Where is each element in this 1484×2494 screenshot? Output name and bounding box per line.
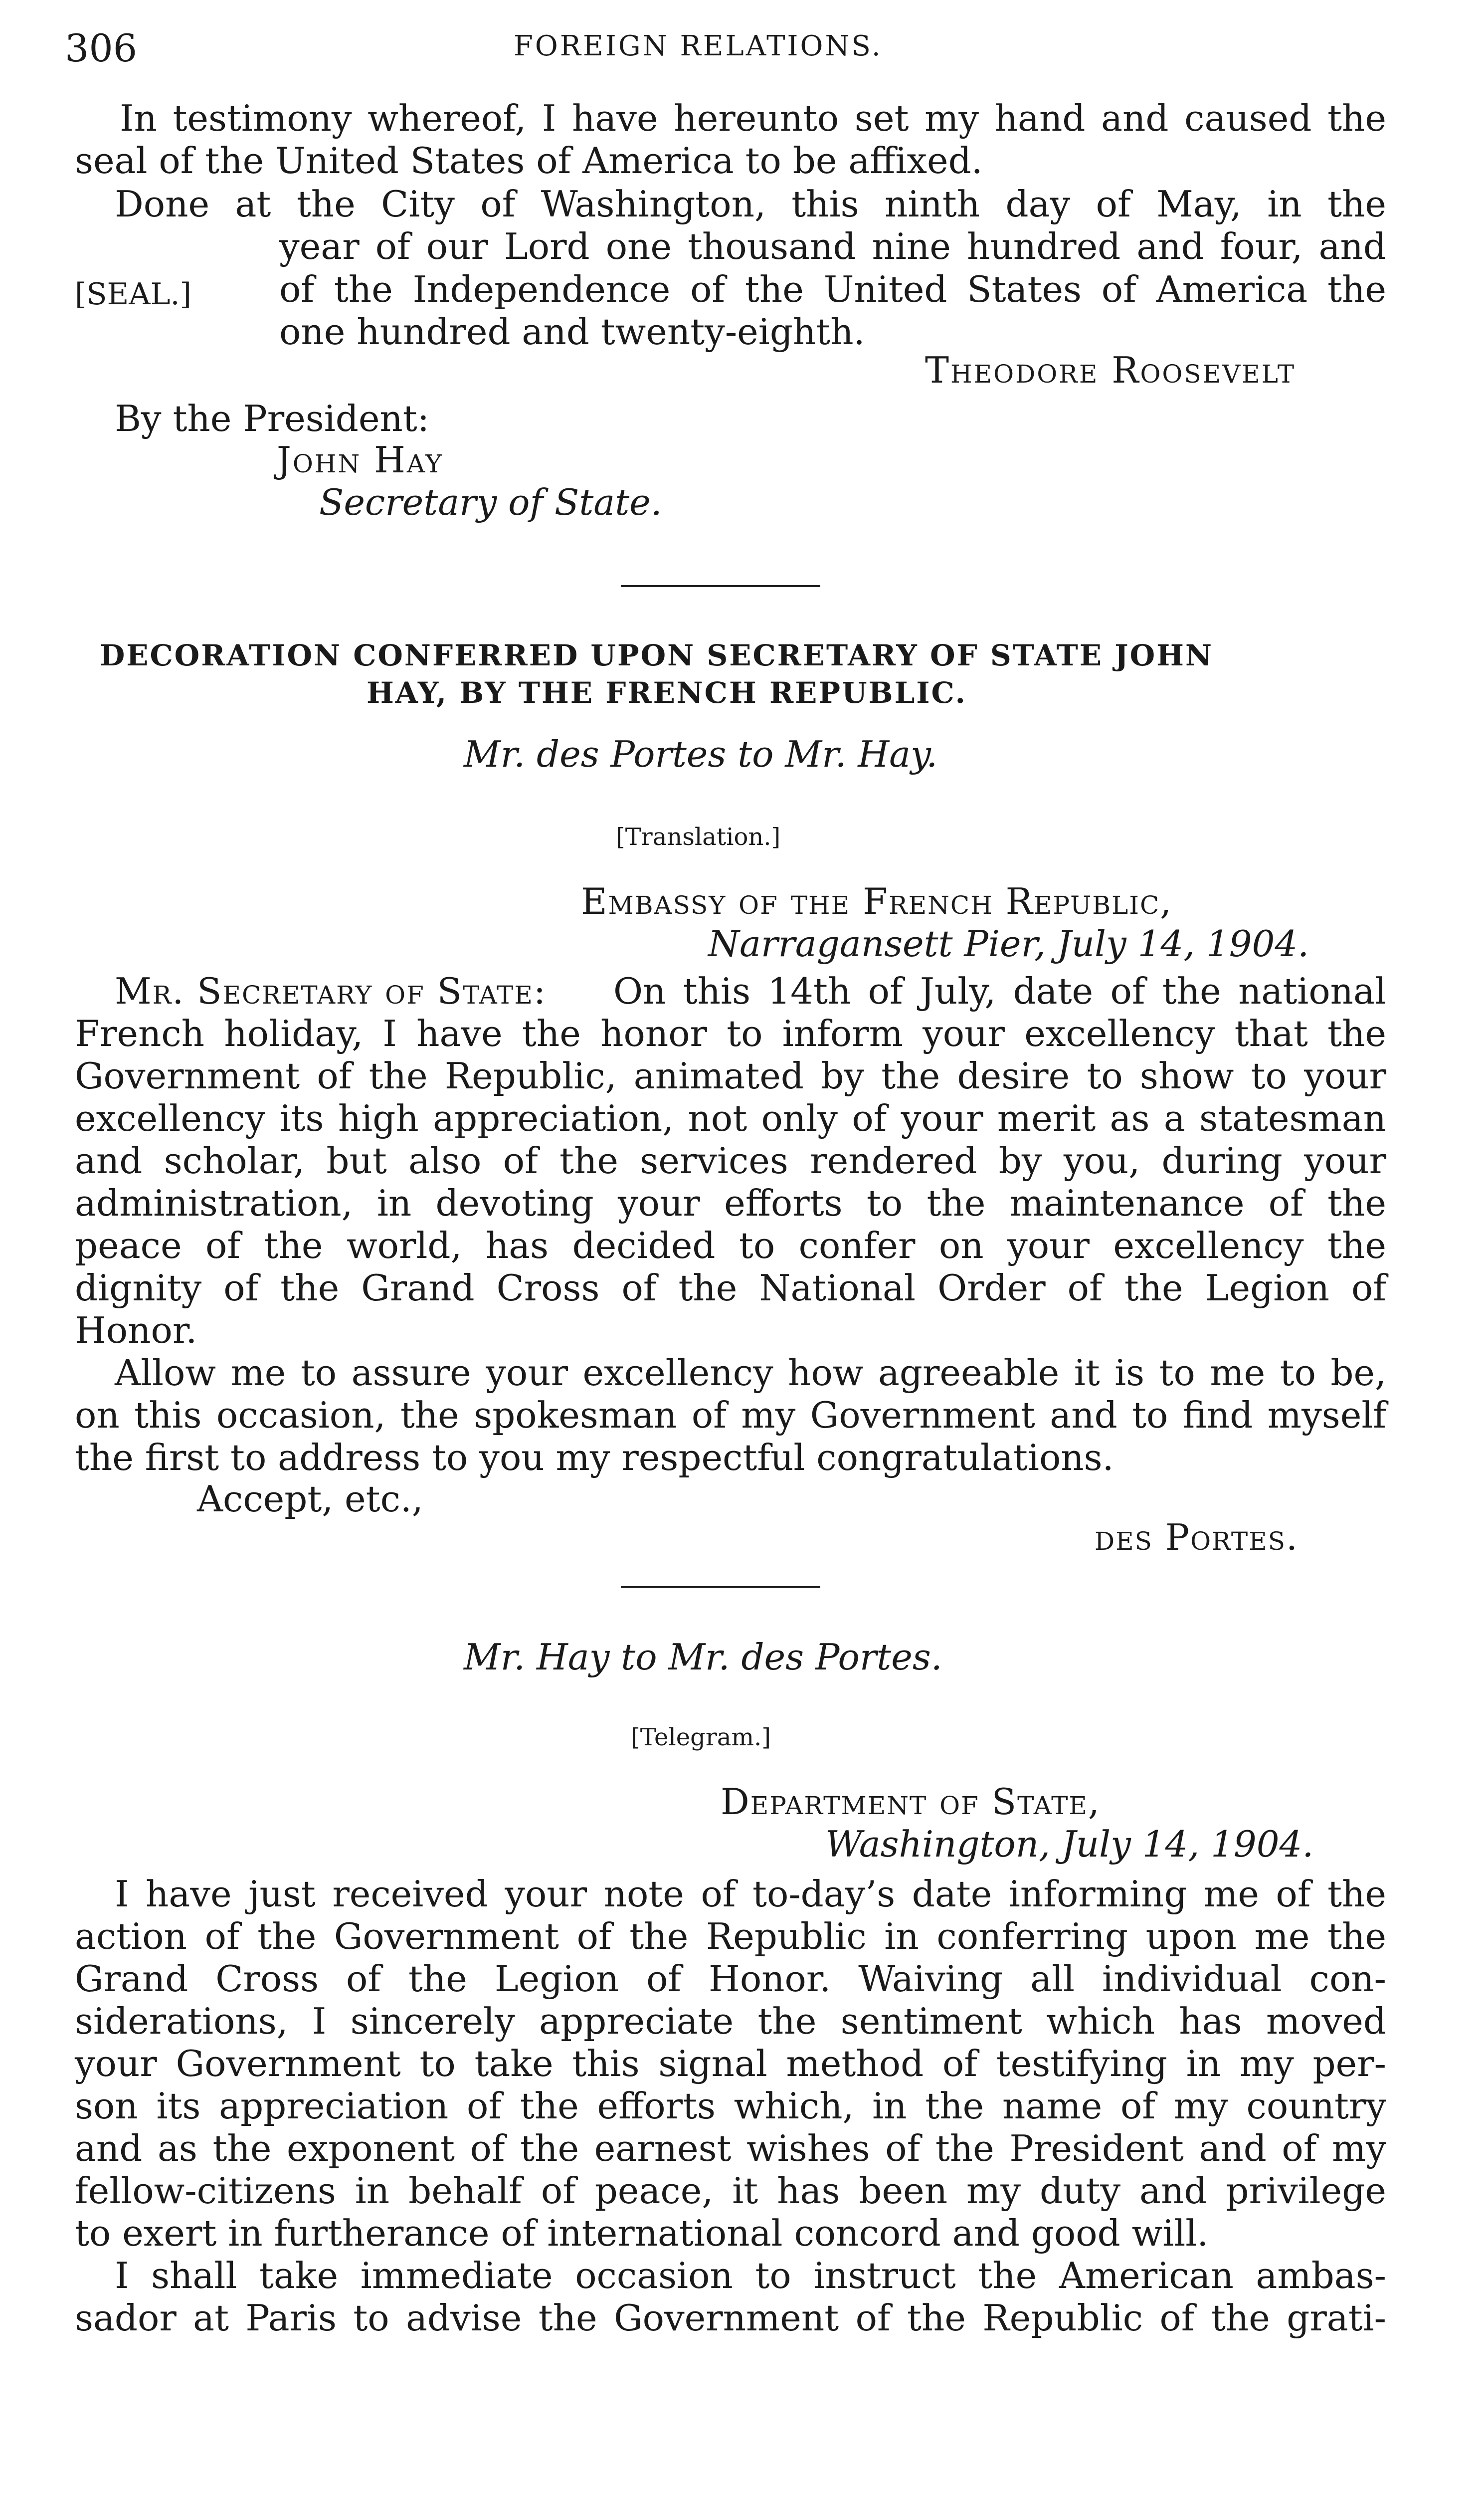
letter2-p1-line: your Government to take this signal method of testifying in my per-: [75, 2043, 1386, 2084]
letter1-p2-line: Allow me to assure your excellency how agreeable it is to me to be,: [115, 1352, 1386, 1394]
letter1-title: Mr. des Portes to Mr. Hay.: [464, 733, 938, 775]
letter2-p2-line: sador at Paris to advise the Government of the Republic of the grati-: [75, 2297, 1386, 2339]
letter2-p2-line: I shall take immediate occasion to instruct the American ambas-: [115, 2255, 1386, 2296]
letter1-p1-line-1: On this 14th of July, date of the national: [613, 970, 1386, 1012]
letter2-p1-line: fellow-citizens in behalf of peace, it has been my duty and privilege: [75, 2170, 1386, 2212]
page-number: 306: [65, 26, 138, 70]
letter2-note: [Telegram.]: [631, 1723, 771, 1751]
letter1-signature: des Portes.: [1095, 1516, 1298, 1558]
testimony-line-1: In testimony whereof, I have hereunto set my hand and caused the: [120, 97, 1386, 139]
countersigner-name: John Hay: [277, 439, 443, 481]
signature-roosevelt: Theodore Roosevelt: [925, 349, 1296, 391]
done-at-line-1: Done at the City of Washington, this ninth day of May, in the: [115, 183, 1386, 225]
letter1-p1-line: excellency its high appreciation, not only of your merit as a statesman: [75, 1097, 1386, 1139]
letter1-salutation: Mr. Secretary of State:: [115, 970, 547, 1012]
done-at-line-3: of the Independence of the United States of America the: [279, 268, 1386, 310]
letter1-p1-line: Honor.: [75, 1309, 197, 1351]
letter1-note: [Translation.]: [616, 823, 781, 851]
letter1-address-line-1: Embassy of the French Republic,: [581, 880, 1173, 922]
letter1-p2-line: on this occasion, the spokesman of my Government and to find myself: [75, 1394, 1386, 1436]
letter1-p2-line: the first to address to you my respectful congratulations.: [75, 1437, 1114, 1478]
done-at-line-4: one hundred and twenty-eighth.: [279, 311, 865, 353]
letter2-p1-line: siderations, I sincerely appreciate the sentiment which has moved: [75, 2000, 1386, 2042]
testimony-line-2: seal of the United States of America to be affixed.: [75, 140, 983, 182]
letter2-p1-line: son its appreciation of the efforts which, in the name of my country: [75, 2085, 1386, 2127]
letter1-closing: Accept, etc.,: [197, 1478, 423, 1520]
letter2-address-line-2: Washington, July 14, 1904.: [825, 1823, 1314, 1865]
letter1-p1-line: administration, in devoting your efforts to the maintenance of the: [75, 1182, 1386, 1224]
letter2-p1-line: to exert in furtherance of international concord and good will.: [75, 2212, 1209, 2254]
letter1-p1-line: Government of the Republic, animated by the desire to show to your: [75, 1055, 1386, 1097]
section-divider-2: [621, 1586, 820, 1588]
section-heading-line-2: HAY, BY THE FRENCH REPUBLIC.: [367, 676, 967, 710]
letter2-title: Mr. Hay to Mr. des Portes.: [464, 1636, 942, 1678]
letter2-address-line-1: Department of State,: [721, 1781, 1101, 1823]
seal-mark: [SEAL.]: [75, 277, 191, 312]
letter2-p1-line: action of the Government of the Republic in conferring upon me the: [75, 1915, 1386, 1957]
letter1-p1-line: and scholar, but also of the services rendered by you, during your: [75, 1140, 1386, 1182]
letter1-p1-line: dignity of the Grand Cross of the National Order of the Legion of: [75, 1267, 1386, 1309]
countersigner-title: Secretary of State.: [319, 481, 662, 523]
letter2-p1-line: I have just received your note of to-day’s date informing me of the: [115, 1873, 1386, 1915]
section-divider-1: [621, 585, 820, 587]
letter1-address-line-2: Narragansett Pier, July 14, 1904.: [708, 923, 1309, 965]
section-heading-line-1: DECORATION CONFERRED UPON SECRETARY OF STATE JOHN: [100, 638, 1213, 672]
letter1-p1-line: French holiday, I have the honor to inform your excellency that the: [75, 1013, 1386, 1054]
letter2-p1-line: and as the exponent of the earnest wishes of the President and of my: [75, 2127, 1386, 2169]
running-title: FOREIGN RELATIONS.: [514, 30, 883, 62]
letter2-p1-line: Grand Cross of the Legion of Honor. Waiving all individual con-: [75, 1958, 1386, 2000]
letter1-p1-line: peace of the world, has decided to confer on your excellency the: [75, 1225, 1386, 1266]
by-the-president: By the President:: [115, 398, 429, 439]
done-at-line-2: year of our Lord one thousand nine hundred and four, and: [279, 225, 1386, 267]
